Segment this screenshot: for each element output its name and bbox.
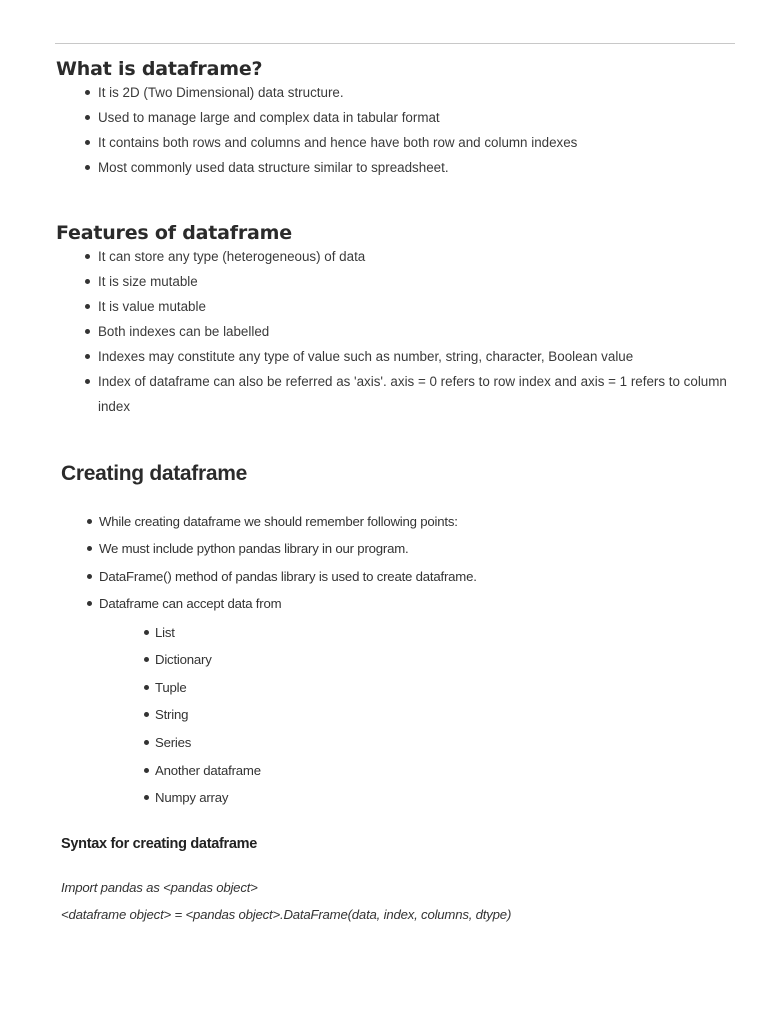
list-item [56, 319, 746, 344]
list-item-text: Most commonly used data structure similar to spreadsheet. [98, 160, 449, 175]
bullet-icon [87, 601, 92, 606]
list-item [56, 80, 746, 105]
features-list [56, 244, 746, 419]
list-item [56, 369, 746, 419]
list-item-text: It is value mutable [98, 299, 206, 314]
section-creating-dataframe [61, 462, 741, 812]
list-item-text: Dictionary [155, 652, 212, 668]
list-item [56, 294, 746, 319]
list-item-text: Dataframe can accept data from [99, 596, 282, 612]
bullet-icon [85, 329, 90, 334]
list-item [99, 674, 741, 702]
bullet-icon [87, 546, 92, 551]
list-item-text: We must include python pandas library in our program. [99, 541, 409, 557]
heading-features: Features of dataframe [56, 222, 292, 244]
bullet-icon [144, 630, 149, 635]
heading-syntax: Syntax for creating dataframe [61, 836, 257, 852]
list-item-text: Another dataframe [155, 762, 261, 778]
section-what-is-dataframe [56, 58, 746, 180]
list-item [61, 590, 741, 812]
list-item [56, 155, 746, 180]
bullet-icon [87, 574, 92, 579]
list-item-text: Series [155, 735, 192, 750]
heading-what-is-dataframe: What is dataframe? [56, 58, 263, 80]
list-item-text: Tuple [155, 679, 187, 695]
list-item-text: Numpy array [155, 790, 229, 806]
list-item [61, 563, 741, 590]
list-item-text: It contains both rows and columns and hence have both row and column indexes [98, 135, 578, 150]
bullet-icon [144, 795, 149, 800]
bullet-icon [144, 712, 149, 717]
bullet-icon [144, 740, 149, 745]
bullet-icon [85, 165, 90, 170]
bullet-icon [144, 657, 149, 662]
bullet-icon [85, 90, 90, 95]
list-item-text: Indexes may constitute any type of value such as number, string, character, Boolean value [98, 349, 634, 364]
list-item-text: Both indexes can be labelled [98, 324, 270, 339]
list-item [61, 535, 741, 562]
list-item-text: String [155, 707, 189, 723]
syntax-import-line: Import pandas as <pandas object> [61, 880, 258, 895]
creating-points-list [61, 508, 741, 812]
list-item-text: Index of dataframe can also be referred as 'axis'. axis = 0 refers to row index and axis = 1 refers to column index [98, 374, 727, 414]
list-item [99, 646, 741, 674]
list-item-text: It can store any type (heterogeneous) of data [98, 249, 366, 264]
list-item [56, 105, 746, 130]
bullet-icon [85, 254, 90, 259]
data-sources-list [99, 619, 741, 812]
definition-list [56, 80, 746, 180]
list-item [99, 701, 741, 729]
list-item [99, 757, 741, 785]
list-item-text: List [155, 624, 175, 640]
list-item-text: Used to manage large and complex data in tabular format [98, 110, 440, 125]
list-item-text: While creating dataframe we should remember following points: [99, 514, 458, 529]
list-item-text: It is 2D (Two Dimensional) data structure. [98, 85, 344, 100]
list-item [56, 344, 746, 369]
bullet-icon [144, 768, 149, 773]
top-divider [55, 43, 735, 44]
list-item [56, 269, 746, 294]
bullet-icon [144, 685, 149, 690]
bullet-icon [85, 354, 90, 359]
bullet-icon [85, 115, 90, 120]
bullet-icon [85, 304, 90, 309]
bullet-icon [85, 379, 90, 384]
list-item [99, 729, 741, 757]
list-item [99, 619, 741, 647]
syntax-dataframe-line: <dataframe object> = <pandas object>.DataFrame(data, index, columns, dtype) [61, 907, 512, 922]
list-item [56, 130, 746, 155]
bullet-icon [87, 519, 92, 524]
list-item [61, 508, 741, 535]
bullet-icon [85, 140, 90, 145]
section-features [56, 222, 746, 419]
list-item [99, 784, 741, 812]
heading-creating-dataframe: Creating dataframe [61, 462, 247, 485]
list-item-text: DataFrame() method of pandas library is used to create dataframe. [99, 568, 477, 584]
list-item-text: It is size mutable [98, 274, 198, 289]
bullet-icon [85, 279, 90, 284]
list-item [56, 244, 746, 269]
